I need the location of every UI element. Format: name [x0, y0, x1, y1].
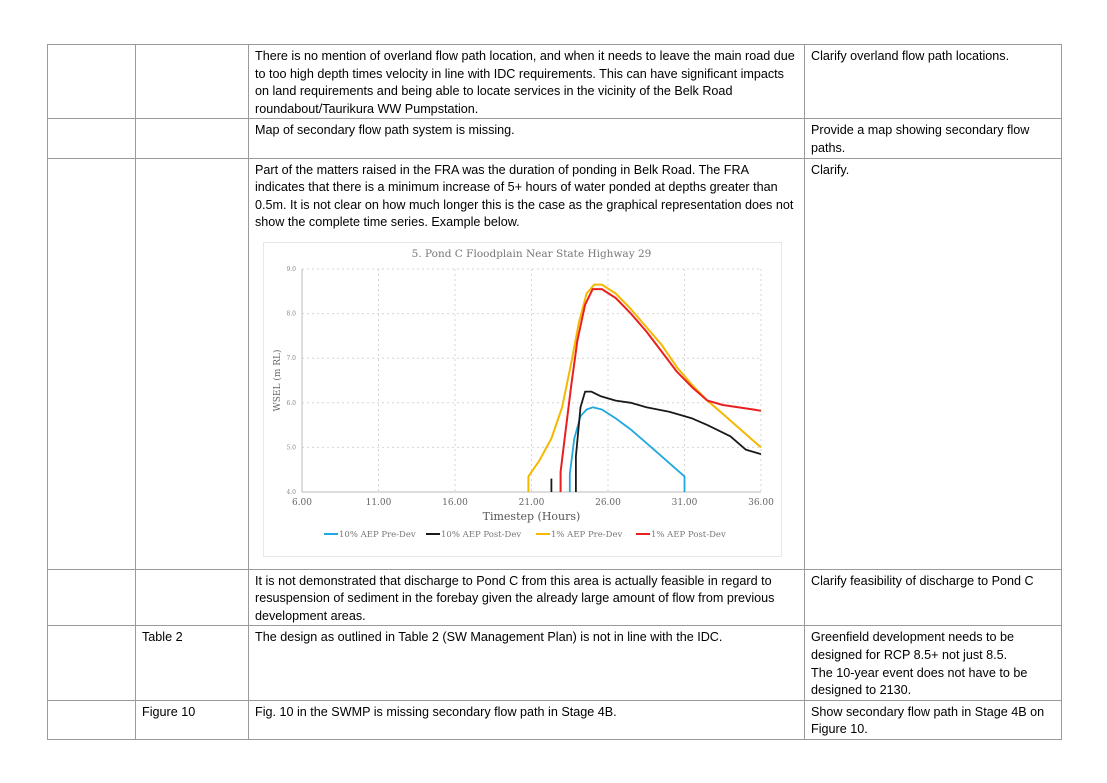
series-line [561, 289, 761, 492]
legend-entry: 10% AEP Pre-Dev [339, 529, 416, 540]
table-row [48, 45, 1062, 119]
ref-cell [48, 626, 136, 700]
x-tick-label: 36.00 [748, 497, 774, 508]
y-tick-label: 7.0 [286, 355, 296, 363]
action-text: Greenfield development needs to be designed for RCP 8.5+ not just 8.5. [811, 630, 1015, 662]
y-tick-label: 8.0 [286, 310, 296, 318]
action-cell [805, 626, 1062, 700]
table-row [48, 700, 1062, 739]
action-cell: Show secondary flow path in Stage 4B on Figure 10. [805, 700, 1062, 739]
action-text-2: The 10-year event does not have to be designed to 2130. [811, 665, 1028, 698]
section-cell: Table 2 [136, 626, 249, 700]
comment-cell: Map of secondary flow path system is missing. [249, 119, 805, 158]
y-axis-label: WSEL (m RL) [273, 349, 283, 412]
x-tick-label: 26.00 [595, 497, 621, 508]
y-tick-label: 9.0 [286, 265, 296, 273]
section-cell [136, 158, 249, 569]
x-axis-label: Timestep (Hours) [482, 509, 581, 523]
ref-cell [48, 119, 136, 158]
ref-cell [48, 45, 136, 119]
wsel-chart [263, 242, 782, 557]
section-cell [136, 569, 249, 626]
series-line [570, 407, 685, 492]
section-cell: Figure 10 [136, 700, 249, 739]
x-tick-label: 6.00 [291, 497, 313, 508]
comment-cell: There is no mention of overland flow path location, and when it needs to leave the main road due to too high depth times velocity in line with IDC requirements. This can have significant impacts on land requirements and being able to locate services in the vicinity of the Belk Road roundabout/Taurikura WW Pumpstation. [249, 45, 805, 119]
wsel-chart-svg [264, 243, 781, 556]
action-cell: Provide a map showing secondary flow paths. [805, 119, 1062, 158]
y-tick-label: 5.0 [286, 444, 296, 452]
comment-cell: The design as outlined in Table 2 (SW Management Plan) is not in line with the IDC. [249, 626, 805, 700]
chart-title: 5. Pond C Floodplain Near State Highway 29 [411, 247, 652, 260]
review-comments-table [47, 44, 1062, 740]
table-row [48, 569, 1062, 626]
action-cell: Clarify overland flow path locations. [805, 45, 1062, 119]
action-cell: Clarify. [805, 158, 1062, 569]
ref-cell [48, 569, 136, 626]
legend-entry: 1% AEP Pre-Dev [551, 529, 623, 540]
legend-entry: 1% AEP Post-Dev [651, 529, 726, 540]
y-tick-label: 6.0 [286, 399, 296, 407]
x-tick-label: 16.00 [442, 497, 468, 508]
y-tick-label: 4.0 [286, 488, 296, 496]
table-row [48, 119, 1062, 158]
comment-cell: It is not demonstrated that discharge to Pond C from this area is actually feasible in regard to resuspension of sediment in the forebay given the already large amount of flow from previous development areas. [249, 569, 805, 626]
section-cell [136, 119, 249, 158]
action-cell: Clarify feasibility of discharge to Pond C [805, 569, 1062, 626]
ref-cell [48, 700, 136, 739]
table-row [48, 158, 1062, 569]
x-tick-label: 31.00 [671, 497, 698, 508]
table-row [48, 626, 1062, 700]
x-tick-label: 21.00 [518, 497, 545, 508]
comment-text: Part of the matters raised in the FRA was the duration of ponding in Belk Road. The FRA indicates that there is a minimum increase of 5+ hours of water ponded at depths greater than 0.5m. It is not clear on how much longer this is the case as the graphical representation does not show the complete time series. Example below. [255, 162, 794, 230]
legend-entry: 10% AEP Post-Dev [441, 529, 522, 540]
ref-cell [48, 158, 136, 569]
series-line [528, 285, 761, 492]
section-cell [136, 45, 249, 119]
comment-cell: Fig. 10 in the SWMP is missing secondary flow path in Stage 4B. [249, 700, 805, 739]
comment-cell [249, 158, 805, 569]
x-tick-label: 11.00 [365, 497, 392, 508]
